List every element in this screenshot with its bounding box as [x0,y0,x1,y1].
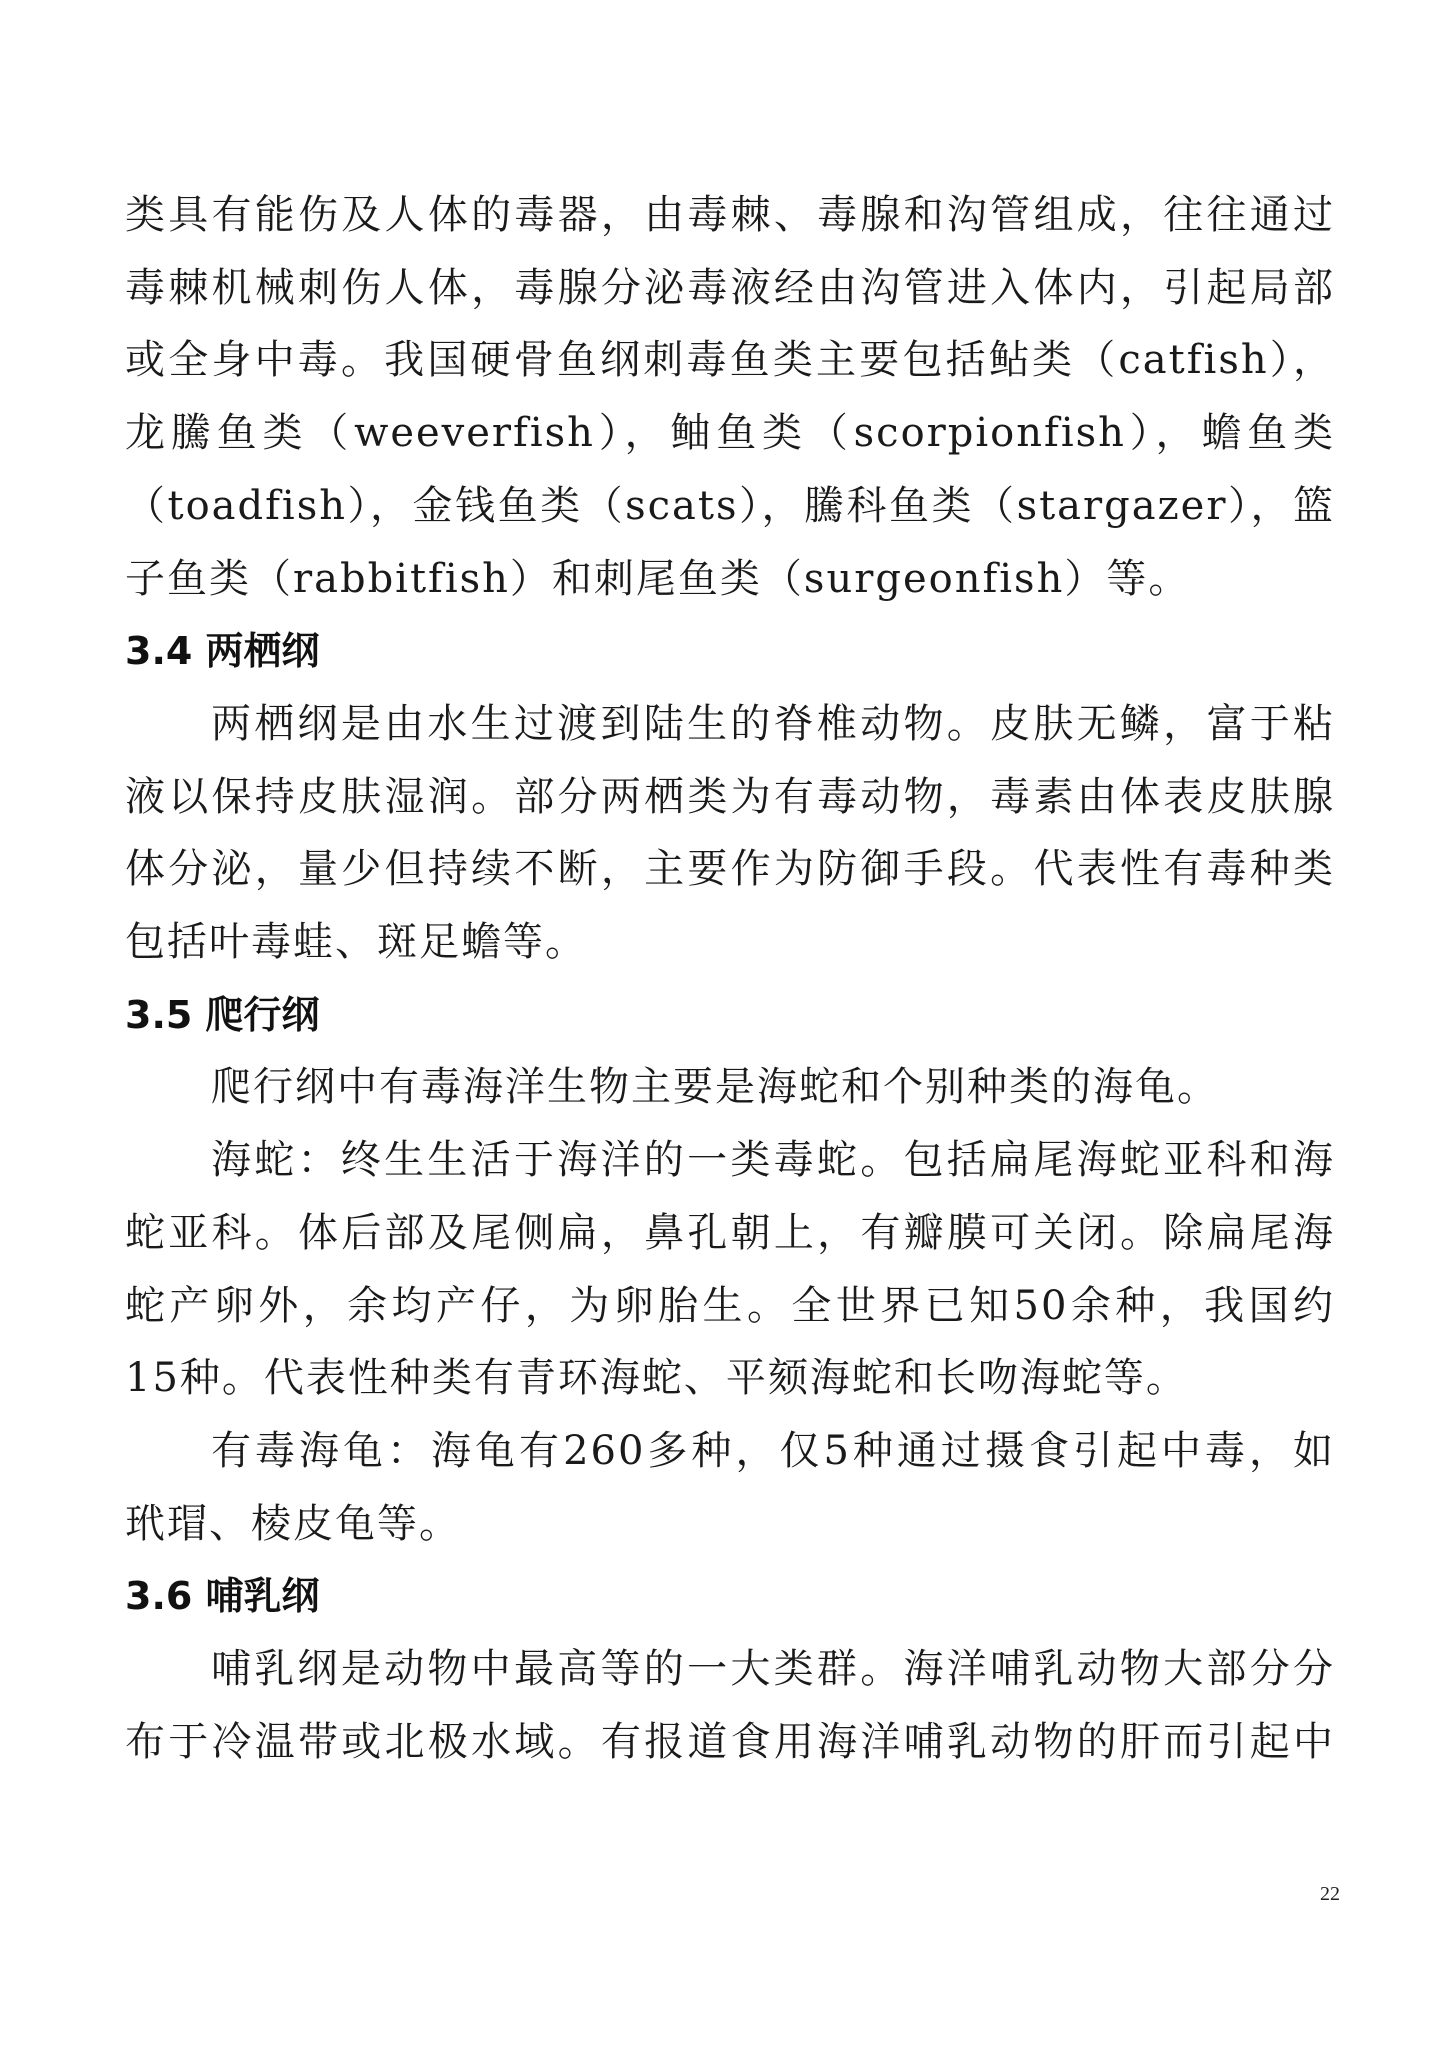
paragraph-line: 15种。代表性种类有青环海蛇、平颏海蛇和长吻海蛇等。 [125,1355,1188,1401]
paragraph-line: 子鱼类（rabbitfish）和刺尾鱼类（surgeonfish）等。 [125,556,1191,602]
paragraph-line: 蛇产卵外，余均产仔，为卵胎生。全世界已知50余种，我国约 [125,1283,1335,1329]
page-number: 22 [1320,1883,1340,1905]
paragraph-line: 体分泌，量少但持续不断，主要作为防御手段。代表性有毒种类 [125,846,1335,892]
paragraph-line: 包括叶毒蛙、斑足蟾等。 [125,919,587,965]
paragraph-line: 液以保持皮肤湿润。部分两栖类为有毒动物，毒素由体表皮肤腺 [125,774,1335,820]
paragraph-line: 玳瑁、棱皮龟等。 [125,1501,461,1547]
section-heading-3-6: 3.6 哺乳纲 [125,1574,320,1618]
paragraph-line: 毒棘机械刺伤人体，毒腺分泌毒液经由沟管进入体内，引起局部 [125,265,1335,311]
paragraph-line: 两栖纲是由水生过渡到陆生的脊椎动物。皮肤无鳞，富于粘 [211,701,1335,747]
paragraph-line: 布于冷温带或北极水域。有报道食用海洋哺乳动物的肝而引起中 [125,1719,1335,1765]
paragraph-line: 有毒海龟：海龟有260多种，仅5种通过摄食引起中毒，如 [211,1428,1335,1474]
paragraph-line: 海蛇：终生生活于海洋的一类毒蛇。包括扁尾海蛇亚科和海 [211,1137,1335,1183]
paragraph-line: 龙騰鱼类（weeverfish），鲉鱼类（scorpionfish），蟾鱼类 [125,410,1335,456]
paragraph-line: 爬行纲中有毒海洋生物主要是海蛇和个别种类的海龟。 [211,1064,1219,1110]
section-heading-3-4: 3.4 两栖纲 [125,629,320,673]
paragraph-line: 类具有能伤及人体的毒器，由毒棘、毒腺和沟管组成，往往通过 [125,192,1335,238]
paragraph-line: （toadfish），金钱鱼类（scats），騰科鱼类（stargazer），篮 [125,483,1335,529]
paragraph-line: 蛇亚科。体后部及尾侧扁，鼻孔朝上，有瓣膜可关闭。除扁尾海 [125,1210,1335,1256]
section-heading-3-5: 3.5 爬行纲 [125,993,320,1037]
paragraph-line: 哺乳纲是动物中最高等的一大类群。海洋哺乳动物大部分分 [211,1646,1335,1692]
paragraph-line: 或全身中毒。我国硬骨鱼纲刺毒鱼类主要包括鲇类（catfish）， [125,337,1335,383]
